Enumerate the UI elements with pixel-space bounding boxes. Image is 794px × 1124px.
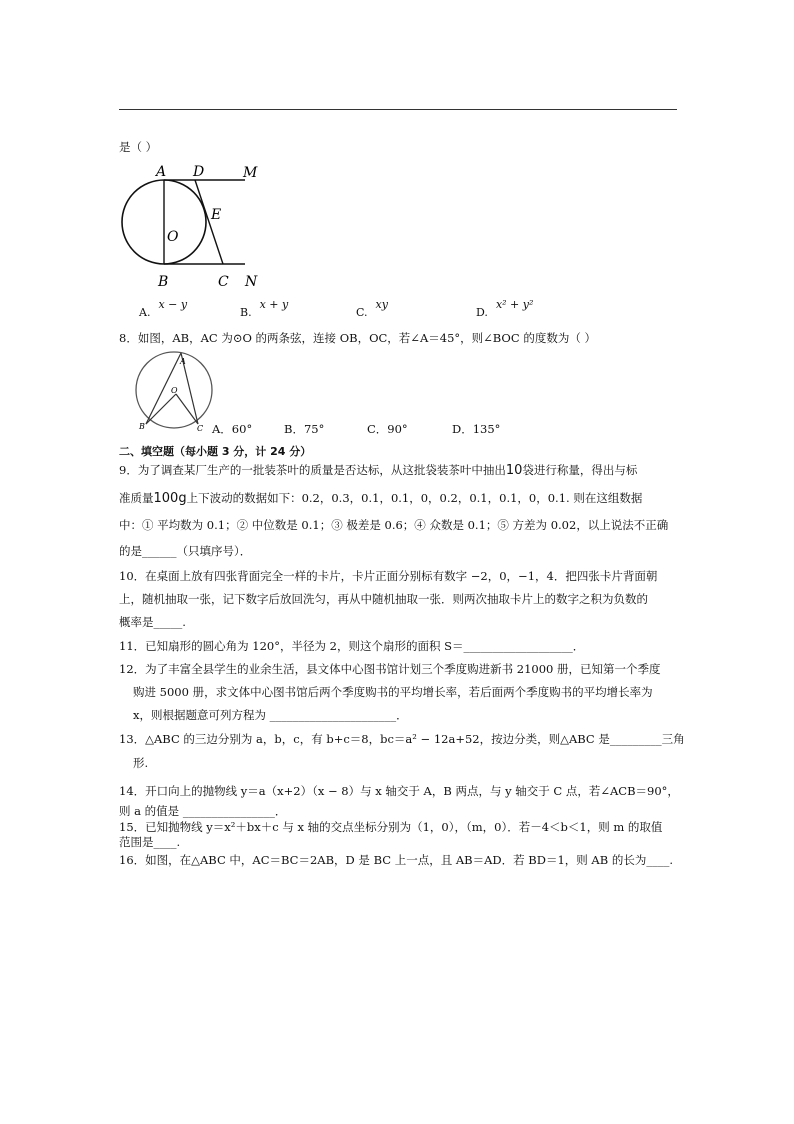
q7-option-b-letter: B. xyxy=(240,306,252,319)
q7-figure xyxy=(115,162,275,292)
q13-line1: 13．△ABC 的三边分别为 a，b，c，有 b+c＝8，bc＝a² − 12a+52，按边分类，则△ABC 是_________三角 xyxy=(119,732,685,746)
q12-line1: 12．为了丰富全县学生的业余生活，县文体中心图书馆计划三个季度购进新书 21000 册，已知第一个季度 xyxy=(119,662,661,676)
q14-line2: 则 a 的值是 ________________． xyxy=(119,804,287,818)
q7-label-M: M xyxy=(243,165,258,181)
q9-sample-size: 10 xyxy=(505,463,523,478)
q10-line2: 上，随机抽取一张，记下数字后放回洗匀，再从中随机抽取一张．则两次抽取卡片上的数字之积为负数的 xyxy=(119,592,648,606)
q9-line2-text: 准质量 xyxy=(119,491,154,505)
q7-option-d-letter: D. xyxy=(476,306,488,319)
q8-label-B: B xyxy=(139,422,145,431)
q8-radius-OB xyxy=(146,394,176,424)
q7-option-c xyxy=(356,298,388,319)
q9-line2-tail: . 则在这组数据 xyxy=(566,491,643,505)
q8-option-c: C．90° xyxy=(367,422,408,436)
q8-option-b: B．75° xyxy=(284,422,325,436)
q7-option-a-value: x − y xyxy=(158,298,188,311)
q15-line1: 15．已知抛物线 y＝x²＋bx＋c 与 x 轴的交点坐标分别为（1，0），（m，0）．若－4＜b＜1，则 m 的取值 xyxy=(119,820,663,834)
q9-line2-mid: 上下波动的数据如下： xyxy=(186,491,302,505)
q7-tail: 是（ ） xyxy=(119,140,158,154)
q9-line3: 中：① 平均数为 0.1；② 中位数是 0.1；③ 极差是 0.6；④ 众数是 0.1；⑤ 方差为 0.02，以上说法不正确 xyxy=(119,518,669,532)
q7-option-d xyxy=(476,298,534,319)
q8-option-a: A．60° xyxy=(212,422,253,436)
q12-line2: 购进 5000 册，求文体中心图书馆后两个季度购书的平均增长率，若后面两个季度购书的平均增长率为 xyxy=(133,685,653,699)
q10-line3: 概率是_____. xyxy=(119,615,186,629)
q7-option-a-letter: A. xyxy=(139,306,151,319)
q7-label-B: B xyxy=(158,274,169,290)
q9-line1-text: 9．为了调查某厂生产的一批装茶叶的质量是否达标，从这批袋装茶叶中抽出 xyxy=(119,463,506,477)
q7-option-d-value: x² + y² xyxy=(495,298,534,311)
q7-label-C: C xyxy=(218,274,229,290)
q15-line2: 范围是____. xyxy=(119,835,181,849)
q9-line1 xyxy=(119,462,637,479)
q7-option-c-value: xy xyxy=(375,298,388,311)
q9-line2 xyxy=(119,490,642,507)
q7-option-c-letter: C. xyxy=(356,306,368,319)
section-title: 二、填空题（每小题 3 分，计 24 分） xyxy=(119,445,312,458)
q8-label-C: C xyxy=(197,424,204,433)
q7-option-b-value: x + y xyxy=(259,298,289,311)
q11-text: 11．已知扇形的圆心角为 120°，半径为 2，则这个扇形的面积 S＝___________________． xyxy=(119,639,585,653)
q7-label-O: O xyxy=(167,229,179,245)
q8-option-d: D．135° xyxy=(452,422,501,436)
q14-line1: 14．开口向上的抛物线 y＝a（x+2）（x − 8）与 x 轴交于 A，B 两点，与 y 轴交于 C 点，若∠ACB＝90°， xyxy=(119,784,679,798)
q16-text: 16．如图，在△ABC 中，AC＝BC＝2AB，D 是 BC 上一点，且 AB＝AD．若 BD＝1，则 AB 的长为____. xyxy=(119,853,673,867)
header-rule xyxy=(119,109,677,110)
q9-data: 0.2，0.3，0.1，0.1，0，0.2，0.1，0.1，0，0.1 xyxy=(301,491,567,505)
q9-line1-tail: 袋进行称量，得出与标 xyxy=(522,463,638,477)
q7-option-b xyxy=(240,298,289,319)
q8-text: 8．如图，AB，AC 为⊙O 的两条弦，连接 OB，OC，若∠A＝45°，则∠BOC 的度数为（ ） xyxy=(119,331,596,345)
q7-label-A: A xyxy=(156,164,167,180)
q8-figure xyxy=(134,350,214,434)
q7-option-a xyxy=(139,298,188,319)
q8-label-A: A xyxy=(180,357,186,366)
q7-label-N: N xyxy=(245,274,258,290)
q8-label-O: O xyxy=(171,386,178,395)
q13-line2: 形. xyxy=(133,756,149,770)
q9-line4: 的是______（只填序号）． xyxy=(119,544,252,558)
q12-line3: x，则根据题意可列方程为 ______________________． xyxy=(133,708,408,722)
q10-line1: 10．在桌面上放有四张背面完全一样的卡片，卡片正面分别标有数字 −2，0，−1，4．把四张卡片背面朝 xyxy=(119,569,658,583)
q9-mass: 100g xyxy=(153,491,187,506)
q7-label-E: E xyxy=(211,207,222,223)
q7-label-D: D xyxy=(193,164,205,180)
